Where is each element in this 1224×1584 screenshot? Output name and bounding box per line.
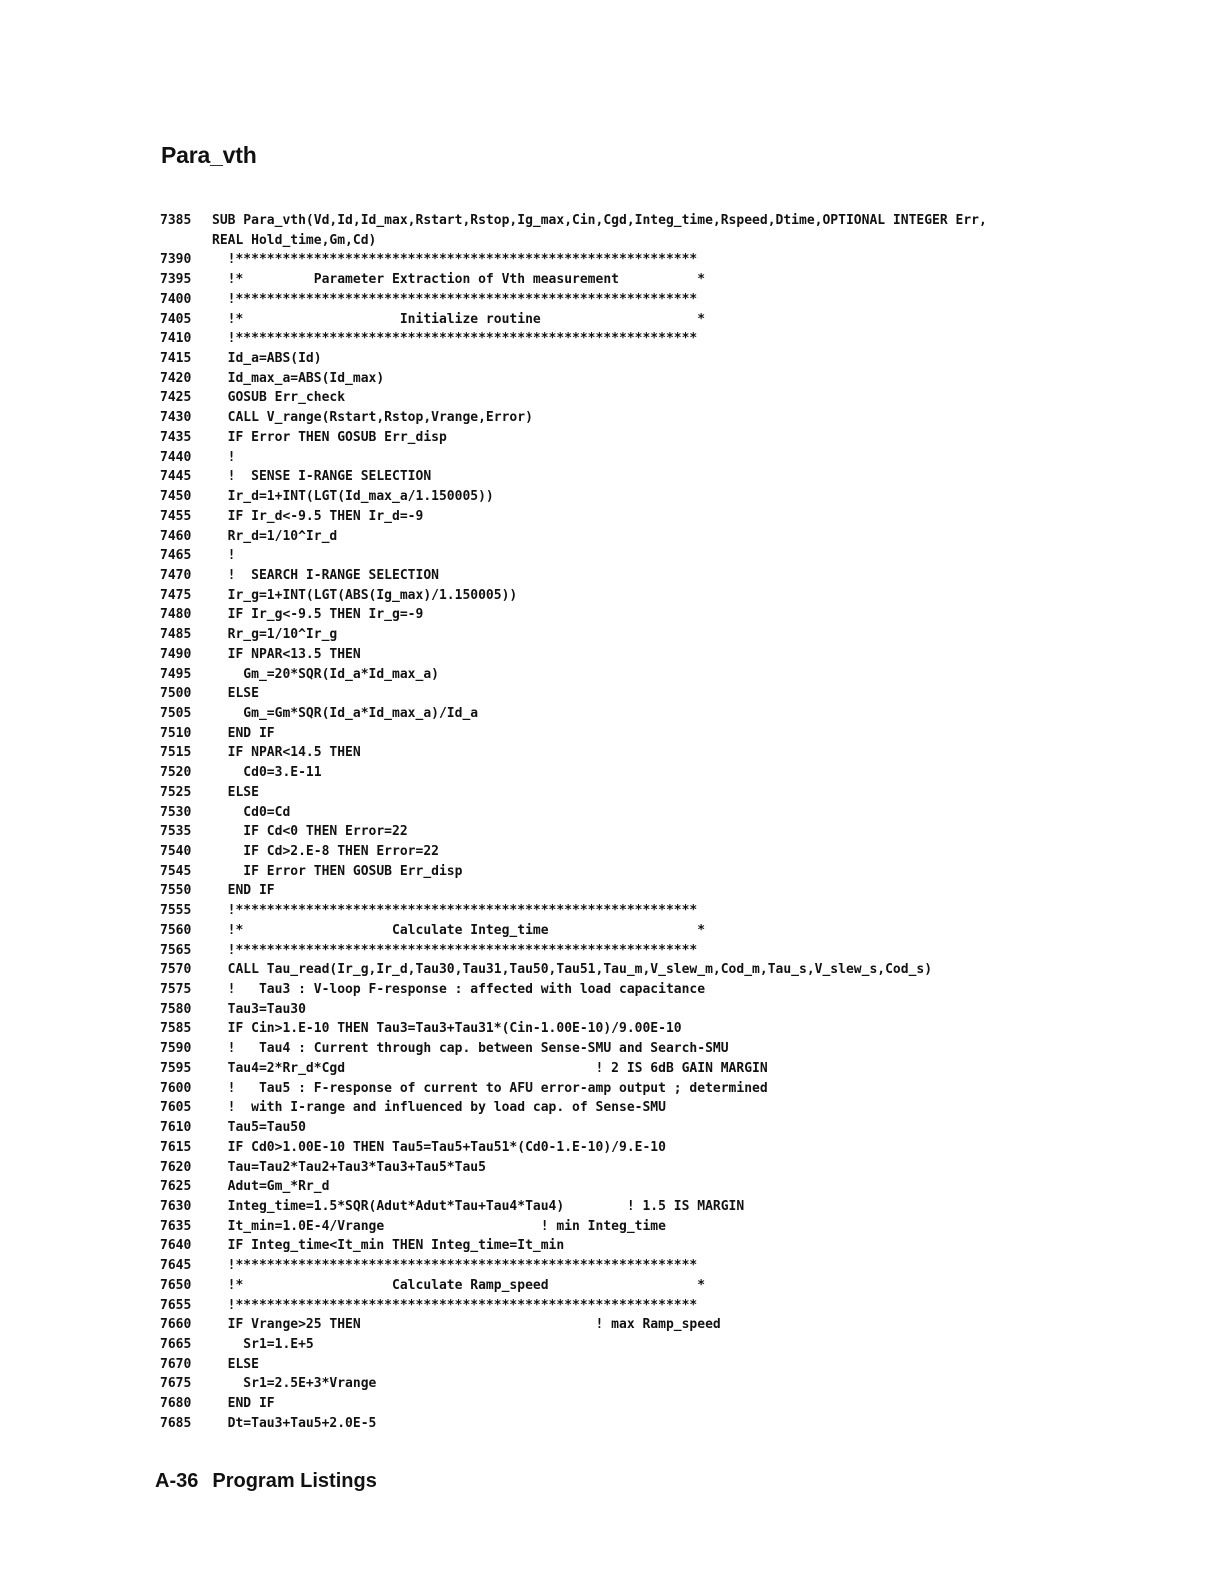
line-number: 7405 bbox=[160, 311, 192, 327]
code-line bbox=[160, 822, 1170, 842]
code-line bbox=[160, 1138, 1170, 1158]
line-number: 7520 bbox=[160, 765, 192, 781]
code-line bbox=[160, 428, 1170, 448]
line-code: IF Cd0>1.00E-10 THEN Tau5=Tau5+Tau51*(Cd0-1.E-10)/9.E-10 bbox=[212, 1139, 666, 1155]
line-code: Gm_=Gm*SQR(Id_a*Id_max_a)/Id_a bbox=[212, 705, 479, 721]
line-number: 7430 bbox=[160, 410, 192, 426]
line-number: 7630 bbox=[160, 1198, 192, 1214]
code-line bbox=[160, 1079, 1170, 1099]
code-line bbox=[160, 1335, 1170, 1355]
line-code: GOSUB Err_check bbox=[212, 390, 346, 406]
line-number: 7415 bbox=[160, 351, 192, 367]
line-number: 7575 bbox=[160, 982, 192, 998]
page-title: Para_vth bbox=[161, 142, 257, 168]
code-line bbox=[160, 290, 1170, 310]
line-number: 7495 bbox=[160, 666, 192, 682]
line-number: 7600 bbox=[160, 1080, 192, 1096]
line-code: Ir_g=1+INT(LGT(ABS(Ig_max)/1.150005)) bbox=[212, 587, 518, 603]
line-number: 7420 bbox=[160, 370, 192, 386]
line-number: 7635 bbox=[160, 1218, 192, 1234]
line-number: 7470 bbox=[160, 567, 192, 583]
line-number: 7500 bbox=[160, 686, 192, 702]
code-line bbox=[160, 763, 1170, 783]
code-line bbox=[160, 408, 1170, 428]
code-line bbox=[160, 645, 1170, 665]
line-number: 7625 bbox=[160, 1179, 192, 1195]
line-code: It_min=1.0E-4/Vrange ! min Integ_time bbox=[212, 1218, 666, 1234]
line-number: 7455 bbox=[160, 508, 192, 524]
line-code: IF Error THEN GOSUB Err_disp bbox=[212, 863, 463, 879]
line-code: END IF bbox=[212, 883, 275, 899]
line-number: 7675 bbox=[160, 1376, 192, 1392]
code-line bbox=[160, 783, 1170, 803]
line-code: IF Integ_time<It_min THEN Integ_time=It_min bbox=[212, 1238, 565, 1254]
line-number: 7555 bbox=[160, 903, 192, 919]
line-code: ! Tau3 : V-loop F-response : affected with load capacitance bbox=[212, 982, 706, 998]
line-number: 7680 bbox=[160, 1396, 192, 1412]
line-code: !*********************************************************** bbox=[212, 1258, 698, 1274]
line-number: 7435 bbox=[160, 429, 192, 445]
line-number: 7465 bbox=[160, 548, 192, 564]
code-line bbox=[160, 1197, 1170, 1217]
line-code: !*********************************************************** bbox=[212, 942, 698, 958]
footer-section-title: Program Listings bbox=[212, 1470, 377, 1492]
line-code: CALL V_range(Rstart,Rstop,Vrange,Error) bbox=[212, 410, 533, 426]
code-line bbox=[160, 369, 1170, 389]
code-line bbox=[160, 980, 1170, 1000]
code-line bbox=[160, 803, 1170, 823]
line-number: 7485 bbox=[160, 627, 192, 643]
line-number: 7565 bbox=[160, 942, 192, 958]
line-number: 7525 bbox=[160, 784, 192, 800]
code-line bbox=[160, 349, 1170, 369]
line-code: Tau5=Tau50 bbox=[212, 1120, 306, 1136]
code-line bbox=[160, 329, 1170, 349]
line-number: 7510 bbox=[160, 725, 192, 741]
code-line bbox=[160, 231, 1170, 251]
line-code: Cd0=3.E-11 bbox=[212, 765, 322, 781]
code-line bbox=[160, 1039, 1170, 1059]
line-number: 7540 bbox=[160, 844, 192, 859]
code-line bbox=[160, 310, 1170, 330]
line-code: ! SEARCH I-RANGE SELECTION bbox=[212, 567, 439, 583]
line-number: 7385 bbox=[160, 213, 192, 228]
code-line bbox=[160, 507, 1170, 527]
code-line bbox=[160, 467, 1170, 487]
code-line bbox=[160, 1118, 1170, 1138]
line-number: 7580 bbox=[160, 1001, 192, 1017]
line-number: 7490 bbox=[160, 646, 192, 662]
code-line bbox=[160, 211, 1170, 231]
line-number: 7395 bbox=[160, 272, 192, 288]
code-line bbox=[160, 960, 1170, 980]
line-number: 7410 bbox=[160, 331, 192, 347]
line-code: REAL Hold_time,Gm,Cd) bbox=[212, 232, 377, 248]
line-code: !* Calculate Integ_time * bbox=[212, 922, 706, 938]
line-code: !* Initialize routine * bbox=[212, 311, 706, 327]
code-line bbox=[160, 625, 1170, 645]
line-code: Gm_=20*SQR(Id_a*Id_max_a) bbox=[212, 666, 439, 682]
line-number: 7450 bbox=[160, 489, 192, 505]
code-line bbox=[160, 941, 1170, 961]
line-code: !*********************************************************** bbox=[212, 331, 698, 347]
code-line bbox=[160, 1019, 1170, 1039]
code-line bbox=[160, 487, 1170, 507]
code-line bbox=[160, 250, 1170, 270]
line-number bbox=[160, 231, 212, 251]
code-line bbox=[160, 1000, 1170, 1020]
line-code: IF Cin>1.E-10 THEN Tau3=Tau3+Tau31*(Cin-1.00E-10)/9.00E-10 bbox=[212, 1021, 682, 1037]
code-line bbox=[160, 842, 1170, 862]
line-code: IF NPAR<14.5 THEN bbox=[212, 745, 361, 761]
line-number: 7685 bbox=[160, 1415, 192, 1431]
line-number: 7425 bbox=[160, 390, 192, 406]
code-line bbox=[160, 881, 1170, 901]
line-code: Tau4=2*Rr_d*Cgd ! 2 IS 6dB GAIN MARGIN bbox=[212, 1060, 768, 1076]
line-code: IF Cd<0 THEN Error=22 bbox=[212, 824, 408, 840]
line-number: 7615 bbox=[160, 1139, 192, 1155]
line-code: CALL Tau_read(Ir_g,Ir_d,Tau30,Tau31,Tau50,Tau51,Tau_m,V_slew_m,Cod_m,Tau_s,V_slew_s,Cod_s) bbox=[212, 962, 933, 978]
code-line bbox=[160, 388, 1170, 408]
code-line bbox=[160, 586, 1170, 606]
line-number: 7390 bbox=[160, 252, 192, 268]
line-code: Integ_time=1.5*SQR(Adut*Adut*Tau+Tau4*Tau4) ! 1.5 IS MARGIN bbox=[212, 1198, 745, 1214]
code-line bbox=[160, 1315, 1170, 1335]
code-line bbox=[160, 1177, 1170, 1197]
line-code: ! bbox=[212, 548, 236, 564]
line-code: Rr_d=1/10^Ir_d bbox=[212, 528, 338, 544]
line-number: 7585 bbox=[160, 1021, 192, 1037]
page-footer bbox=[155, 1470, 377, 1493]
line-code: !*********************************************************** bbox=[212, 252, 698, 268]
line-code: ELSE bbox=[212, 784, 259, 800]
line-code: ELSE bbox=[212, 1356, 259, 1372]
code-line bbox=[160, 724, 1170, 744]
line-number: 7535 bbox=[160, 824, 192, 840]
code-line bbox=[160, 1374, 1170, 1394]
line-code: IF Cd>2.E-8 THEN Error=22 bbox=[212, 844, 439, 859]
line-code: Id_max_a=ABS(Id_max) bbox=[212, 370, 385, 386]
line-number: 7655 bbox=[160, 1297, 192, 1313]
line-code: IF Vrange>25 THEN ! max Ramp_speed bbox=[212, 1317, 721, 1333]
code-line bbox=[160, 1098, 1170, 1118]
line-number: 7460 bbox=[160, 528, 192, 544]
code-line bbox=[160, 862, 1170, 882]
program-listing bbox=[160, 211, 1170, 1434]
line-number: 7590 bbox=[160, 1041, 192, 1057]
line-number: 7610 bbox=[160, 1120, 192, 1136]
line-code: IF NPAR<13.5 THEN bbox=[212, 646, 361, 662]
line-code: Cd0=Cd bbox=[212, 804, 291, 820]
line-number: 7545 bbox=[160, 863, 192, 879]
line-code: ! Tau4 : Current through cap. between Sense-SMU and Search-SMU bbox=[212, 1041, 729, 1057]
line-code: ! Tau5 : F-response of current to AFU error-amp output ; determined bbox=[212, 1080, 768, 1096]
line-number: 7650 bbox=[160, 1277, 192, 1293]
line-code: !*********************************************************** bbox=[212, 903, 698, 919]
line-code: Sr1=1.E+5 bbox=[212, 1336, 314, 1352]
code-line bbox=[160, 605, 1170, 625]
line-code: IF Ir_d<-9.5 THEN Ir_d=-9 bbox=[212, 508, 424, 524]
code-line bbox=[160, 684, 1170, 704]
line-number: 7620 bbox=[160, 1159, 192, 1175]
line-code: Sr1=2.5E+3*Vrange bbox=[212, 1376, 377, 1392]
line-code: Tau3=Tau30 bbox=[212, 1001, 306, 1017]
line-code: !*********************************************************** bbox=[212, 291, 698, 307]
code-line bbox=[160, 546, 1170, 566]
line-number: 7445 bbox=[160, 469, 192, 485]
code-line bbox=[160, 527, 1170, 547]
line-code: Rr_g=1/10^Ir_g bbox=[212, 627, 338, 643]
line-number: 7645 bbox=[160, 1258, 192, 1274]
code-line bbox=[160, 1414, 1170, 1434]
line-code: Id_a=ABS(Id) bbox=[212, 351, 322, 367]
line-number: 7440 bbox=[160, 449, 192, 465]
line-code: !*********************************************************** bbox=[212, 1297, 698, 1313]
line-number: 7550 bbox=[160, 883, 192, 899]
line-code: ! with I-range and influenced by load cap. of Sense-SMU bbox=[212, 1100, 666, 1116]
line-number: 7595 bbox=[160, 1060, 192, 1076]
line-code: ELSE bbox=[212, 686, 259, 702]
code-line bbox=[160, 566, 1170, 586]
line-code: Dt=Tau3+Tau5+2.0E-5 bbox=[212, 1415, 377, 1431]
line-code: Tau=Tau2*Tau2+Tau3*Tau3+Tau5*Tau5 bbox=[212, 1159, 486, 1175]
code-line bbox=[160, 1276, 1170, 1296]
line-number: 7670 bbox=[160, 1356, 192, 1372]
code-line bbox=[160, 448, 1170, 468]
line-number: 7530 bbox=[160, 804, 192, 820]
line-code: END IF bbox=[212, 1396, 275, 1412]
line-code: IF Error THEN GOSUB Err_disp bbox=[212, 429, 447, 445]
line-number: 7515 bbox=[160, 745, 192, 761]
line-number: 7660 bbox=[160, 1317, 192, 1333]
line-number: 7665 bbox=[160, 1336, 192, 1352]
code-line bbox=[160, 1355, 1170, 1375]
code-line bbox=[160, 1256, 1170, 1276]
code-line bbox=[160, 1296, 1170, 1316]
line-number: 7475 bbox=[160, 587, 192, 603]
line-code: END IF bbox=[212, 725, 275, 741]
line-code: !* Parameter Extraction of Vth measurement * bbox=[212, 272, 706, 288]
line-code: Ir_d=1+INT(LGT(Id_max_a/1.150005)) bbox=[212, 489, 494, 505]
code-line bbox=[160, 901, 1170, 921]
line-code: IF Ir_g<-9.5 THEN Ir_g=-9 bbox=[212, 607, 424, 623]
code-line bbox=[160, 1158, 1170, 1178]
line-number: 7400 bbox=[160, 291, 192, 307]
code-line bbox=[160, 743, 1170, 763]
code-line bbox=[160, 1059, 1170, 1079]
line-number: 7570 bbox=[160, 962, 192, 978]
line-code: ! bbox=[212, 449, 236, 465]
line-code: ! SENSE I-RANGE SELECTION bbox=[212, 469, 432, 485]
code-line bbox=[160, 1217, 1170, 1237]
code-line bbox=[160, 1236, 1170, 1256]
code-line bbox=[160, 665, 1170, 685]
code-line bbox=[160, 1394, 1170, 1414]
line-number: 7480 bbox=[160, 607, 192, 623]
footer-page-number: A-36 bbox=[155, 1470, 199, 1492]
line-number: 7640 bbox=[160, 1238, 192, 1254]
line-code: SUB Para_vth(Vd,Id,Id_max,Rstart,Rstop,Ig_max,Cin,Cgd,Integ_time,Rspeed,Dtime,OPTIONAL INTEGER Err, bbox=[212, 213, 987, 228]
line-number: 7605 bbox=[160, 1100, 192, 1116]
code-line bbox=[160, 704, 1170, 724]
line-code: Adut=Gm_*Rr_d bbox=[212, 1179, 330, 1195]
line-code: !* Calculate Ramp_speed * bbox=[212, 1277, 706, 1293]
line-number: 7560 bbox=[160, 922, 192, 938]
line-number: 7505 bbox=[160, 705, 192, 721]
code-line bbox=[160, 921, 1170, 941]
code-line bbox=[160, 270, 1170, 290]
